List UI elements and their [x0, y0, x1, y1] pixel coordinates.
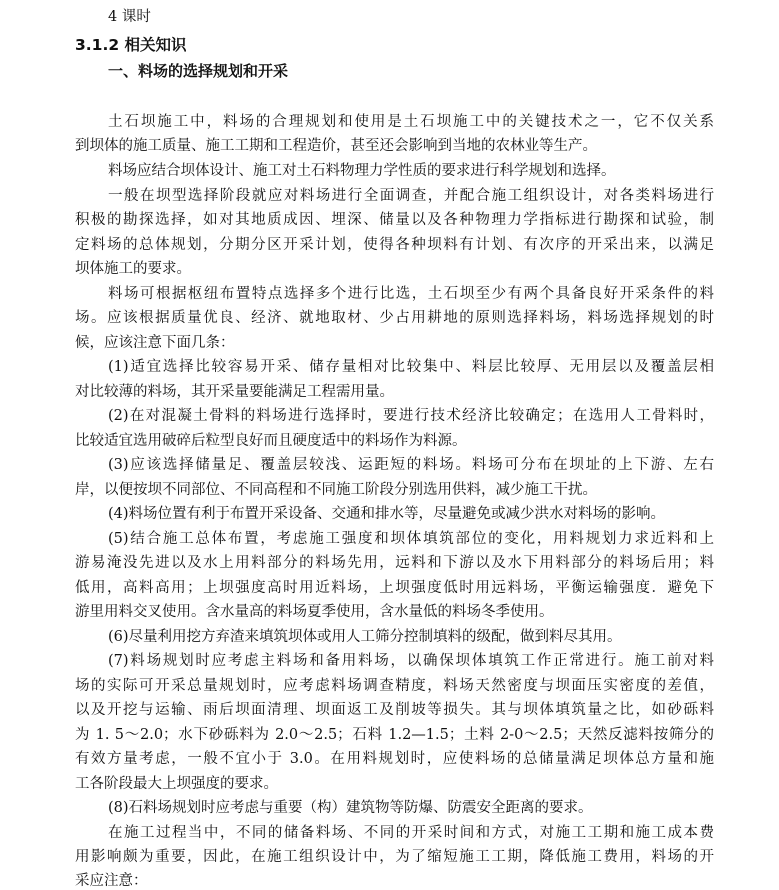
paragraph-line: (3)应该选择储量足、覆盖层较浅、运距短的料场。料场可分布在坝址的上下游、左右	[108, 457, 714, 473]
paragraph-line: 用影响颇为重要，因此，在施工组织设计中，为了缩短施工工期，降低施工费用，料场的开	[75, 849, 714, 865]
paragraph-line: 对比较薄的料场，其开采量要能满足工程需用量。	[75, 384, 394, 400]
paragraph-line: 料场可根据枢纽布置特点选择多个进行比选，土石坝至少有两个具备良好开采条件的料	[108, 286, 714, 302]
paragraph-line: 候，应该注意下面几条：	[75, 335, 235, 351]
paragraph-line: 工各阶段最大上坝强度的要求。	[75, 776, 278, 792]
paragraph-line: (5)结合施工总体布置，考虑施工强度和坝体填筑部位的变化，用料规划力求近料和上	[108, 531, 714, 547]
paragraph-line: 土石坝施工中，料场的合理规划和使用是土石坝施工中的关键技术之一，它不仅关系	[108, 114, 714, 130]
paragraph-line: (1)适宜选择比较容易开采、储存量相对比较集中、料层比较厚、无用层以及覆盖层相	[108, 359, 714, 375]
paragraph-line: (8)石料场规划时应考虑与重要（构）建筑物等防爆、防震安全距离的要求。	[108, 800, 593, 816]
class-hours: 4 课时	[108, 9, 151, 25]
paragraph-line: (2)在对混凝土骨料的料场进行选择时，要进行技术经济比较确定；在选用人工骨料时，	[108, 408, 714, 424]
subsection-heading: 一、料场的选择规划和开采	[108, 62, 289, 80]
paragraph-line: 积极的勘探选择，如对其地质成因、埋深、储量以及各种物理力学指标进行勘探和试验，制	[75, 212, 714, 228]
paragraph-line: (6)尽量利用挖方弃渣来填筑坝体或用人工筛分控制填料的级配，做到料尽其用。	[108, 629, 622, 645]
paragraph-line: 定料场的总体规划，分期分区开采计划，使得各种坝料有计划、有次序的开采出来，以满足	[75, 237, 714, 253]
paragraph-line: 坝体施工的要求。	[75, 261, 191, 277]
paragraph-line: (4)料场位置有利于布置开采设备、交通和排水等，尽量避免或减少洪水对料场的影响。	[108, 506, 666, 522]
paragraph-line: 为 1. 5～2.0；水下砂砾料为 2.0～2.5；石料 1.2—1.5；土料 2-0～2.5；天然反滤料按筛分的	[75, 727, 714, 743]
paragraph-line: 在施工过程当中，不同的储备料场、不同的开采时间和方式，对施工工期和施工成本费	[108, 825, 714, 841]
paragraph-line: 到坝体的施工质量、施工工期和工程造价，甚至还会影响到当地的农林业等生产。	[75, 138, 597, 154]
paragraph-line: 以及开挖与运输、雨后坝面清理、坝面返工及削坡等损失。其与坝体填筑量之比，如砂砾料	[75, 702, 714, 718]
paragraph-line: 一般在坝型选择阶段就应对料场进行全面调查，并配合施工组织设计，对各类料场进行	[108, 188, 714, 204]
paragraph-line: (7)料场规划时应考虑主料场和备用料场，以确保坝体填筑工作正常进行。施工前对料	[108, 653, 714, 669]
paragraph-line: 有效方量考虑，一般不宜小于 3.0。在用料规划时，应使料场的总储量满足坝体总方量和施	[75, 751, 714, 767]
paragraph-line: 游里用料交叉使用。含水量高的料场夏季使用，含水量低的料场冬季使用。	[75, 604, 554, 620]
paragraph-line: 采应注意：	[75, 873, 148, 889]
paragraph-line: 岸，以便按坝不同部位、不同高程和不同施工阶段分别选用供料，减少施工干扰。	[75, 482, 597, 498]
section-heading: 3.1.2 相关知识	[75, 36, 187, 54]
paragraph-line: 游易淹没先进以及水上用料部分的料场先用，远料和下游以及水下用料部分的料场后用；料	[75, 555, 714, 571]
paragraph-line: 比较适宜选用破碎后粒型良好而且硬度适中的料场作为料源。	[75, 433, 467, 449]
paragraph-line: 料场应结合坝体设计、施工对土石料物理力学性质的要求进行科学规划和选择。	[108, 163, 616, 179]
paragraph-line: 低用，高料高用；上坝强度高时用近料场，上坝强度低时用远料场，平衡运输强度．避免下	[75, 580, 714, 596]
paragraph-line: 场。应该根据质量优良、经济、就地取材、少占用耕地的原则选择料场，料场选择规划的时	[75, 310, 714, 326]
paragraph-line: 场的实际可开采总量规划时，应考虑料场调查精度，料场天然密度与坝面压实密度的差值，	[75, 678, 714, 694]
